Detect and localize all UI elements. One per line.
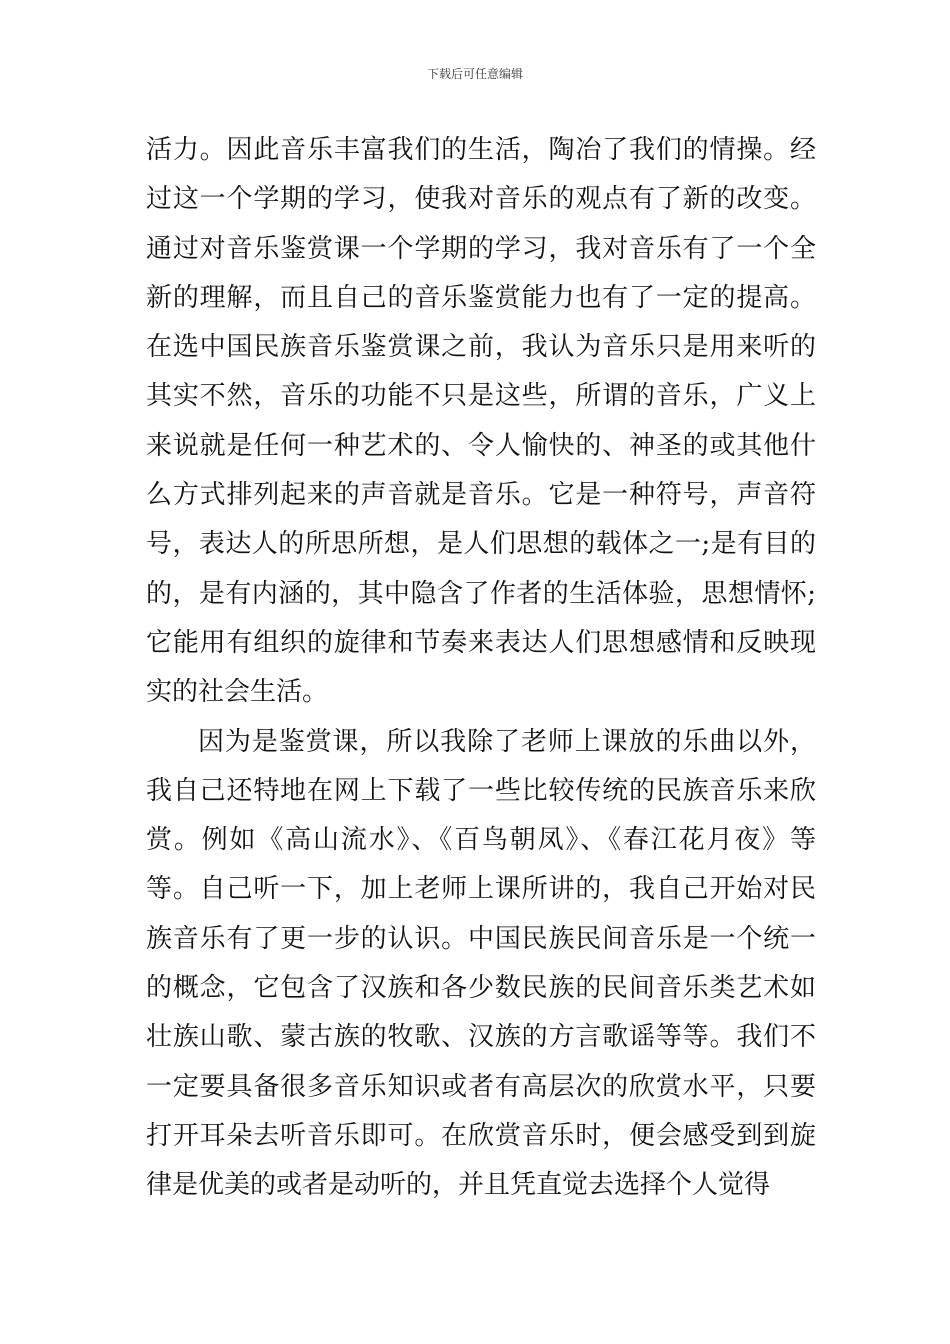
paragraph-2: 因为是鉴赏课，所以我除了老师上课放的乐曲以外，我自己还特地在网上下载了一些比较传统的民族音乐来欣赏。例如《高山流水》、《百鸟朝凤》、《春江花月夜》等等。自己听一下，加上老师上课所讲的，我自己开始对民族音乐有了更一步的认识。中国民族民间音乐是一个统一的概念，它包含了汉族和各少数民族的民间音乐类艺术如壮族山歌、蒙古族的牧歌、汉族的方言歌谣等等。我们不一定要具备很多音乐知识或者有高层次的欣赏水平，只要打开耳朵去听音乐即可。在欣赏音乐时，便会感受到到旋律是优美的或者是动听的，并且凭直觉去选择个人觉得 [146, 726, 816, 1201]
document-body [146, 126, 816, 1211]
paragraph-1: 活力。因此音乐丰富我们的生活，陶冶了我们的情操。经过这一个学期的学习，使我对音乐的观点有了新的改变。通过对音乐鉴赏课一个学期的学习，我对音乐有了一个全新的理解，而且自己的音乐鉴赏能力也有了一定的提高。在选中国民族音乐鉴赏课之前，我认为音乐只是用来听的其实不然，音乐的功能不只是这些，所谓的音乐，广义上来说就是任何一种艺术的、令人愉快的、神圣的或其他什么方式排列起来的声音就是音乐。它是一种符号，声音符号，表达人的所思所想，是人们思想的载体之一;是有目的的，是有内涵的，其中隐含了作者的生活体验，思想情怀;它能用有组织的旋律和节奏来表达人们思想感情和反映现实的社会生活。 [146, 135, 816, 708]
page-header: 下载后可任意编辑 [426, 67, 523, 81]
